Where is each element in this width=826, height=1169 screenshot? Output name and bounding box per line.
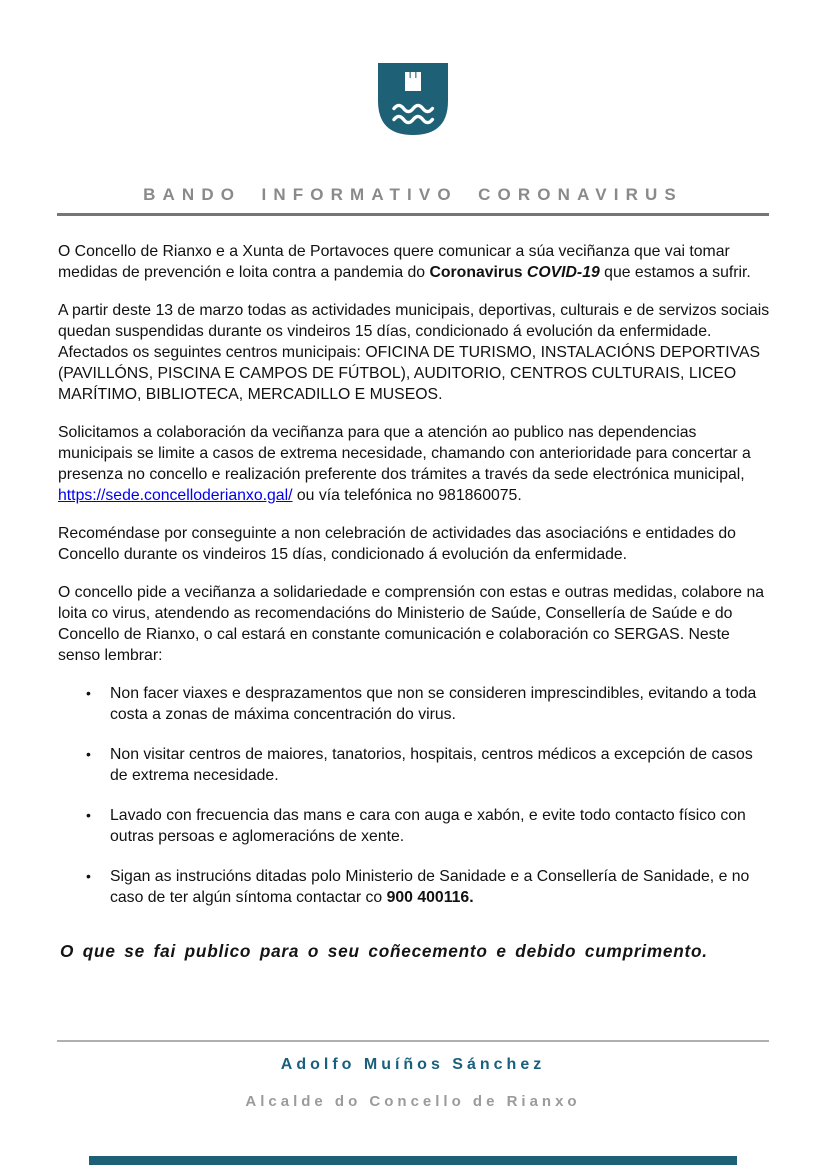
title-divider [57,213,769,216]
phone-number: 900 400116. [386,889,474,906]
suspension-paragraph: A partir deste 13 de marzo todas as actividades municipais, deportivas, culturais e de servizos sociais quedan suspendidas durante os vindeiros 15 días, condicionado á evolución da enfermidade. Afectados os seguintes centros municipais: OFICINA DE TURISMO, INSTALACIÓNS DEPORTIVAS (PAVILLÓNS, PISCINA E CAMPOS DE FÚTBOL), AUDITORIO, CENTROS CULTURAIS, LICEO MARÍTIMO, BIBLIOTECA, MERCADILLO E MUSEOS. [58,302,774,403]
collaboration-paragraph [58,422,770,506]
signature-divider [57,1040,769,1042]
text-segment: Solicitamos a colaboración da veciñanza para que a atención ao publico nas dependencias municipais se limite a casos de extrema necesidade, chamando con anterioridade para concertar a presenza no concello e realización preferente dos trámites a través da sede electrónica municipal, [58,424,751,483]
bullet-text: Non facer viaxes e desprazamentos que non se consideren imprescindibles, evitando a toda costa a zonas de máxima concentración do virus. [110,685,761,723]
text-segment: O Concello de Rianxo e a Xunta de Portavoces quere comunicar a súa veciñanza que vai tomar medidas de prevención e loita contra a pandemia do [58,243,730,281]
text-segment: que estamos a sufrir. [599,264,751,281]
logo-container [0,0,826,135]
solidarity-paragraph: O concello pide a veciñanza a solidariedade e comprensión con estas e outras medidas, colabore na loita co virus, atendendo as recomendacións do Ministerio de Saúde, Consellería de Saúde e do Concello de Rianxo, o cal estará en constante comunicación e colaboración co SERGAS. Neste senso lembrar: [58,584,769,664]
bullet-icon: • [86,746,91,762]
castle-icon [405,72,421,91]
bullet-text [110,866,770,908]
signature-block [57,1040,769,1110]
page-title: BANDO INFORMATIVO CORONAVIRUS [143,185,683,204]
text-segment-bold: Coronavirus [429,264,527,281]
bullet-text: Non visitar centros de maiores, tanatorios, hospitais, centros médicos a excepción de casos de extrema necesidade. [110,746,758,784]
recommendation-paragraph: Recoméndase por conseguinte a non celebración de actividades das asociacións e entidades do Concello durante os vindeiros 15 días, condicionado á evolución da enfermidade. [58,525,741,563]
concello-rianxo-crest-icon [378,63,448,135]
closing-statement: O que se fai publico para o seu coñecemento e debido cumprimento. [60,941,708,961]
advice-bullet-list [58,683,770,908]
bullet-item-hygiene [58,805,770,847]
document-body [58,241,774,962]
bullet-icon: • [86,807,91,823]
signature-name: Adolfo Muíños Sánchez [280,1056,546,1073]
bullet-icon: • [86,868,91,884]
text-segment: ou vía telefónica no 981860075. [292,487,522,504]
text-segment-bold-italic: COVID-19 [526,264,600,281]
bullet-item-visits [58,744,770,786]
signature-role: Alcalde do Concello de Rianxo [245,1093,581,1110]
sede-electronica-link[interactable]: https://sede.concelloderianxo.gal/ [58,487,293,504]
bullet-icon: • [86,685,91,701]
bullet-text: Lavado con frecuencia das mans e cara con auga e xabón, e evite todo contacto físico con outras persoas e aglomeracións de xente. [110,807,751,845]
intro-paragraph [58,241,770,283]
bullet-item-instructions [58,866,770,908]
bullet-item-travel [58,683,770,725]
footer-accent-bar [89,1156,737,1165]
text-segment: Sigan as instrucións ditadas polo Ministerio de Sanidade e a Consellería de Sanidade, e no caso de ter algún síntoma contactar co [110,868,754,906]
